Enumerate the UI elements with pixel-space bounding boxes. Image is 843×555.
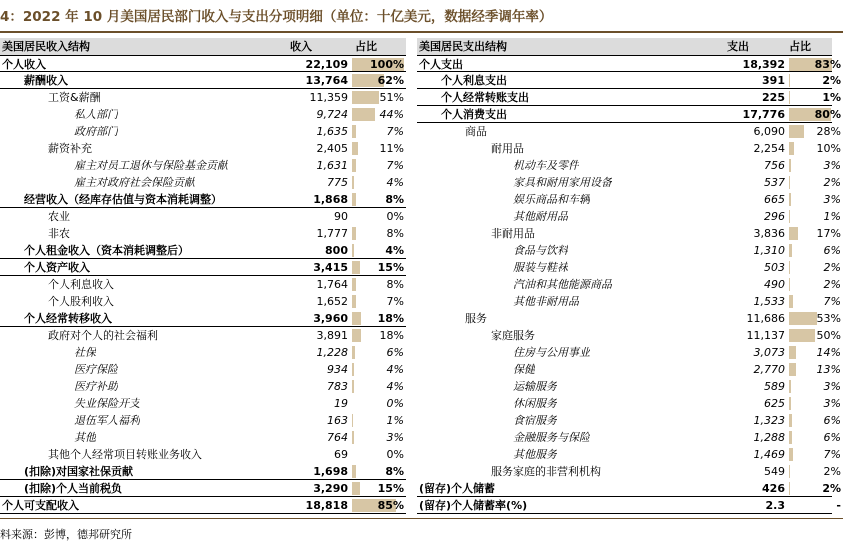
row-label: 服装与鞋袜 [513,261,568,274]
row-value: 1,635 [316,125,348,138]
table-row [0,259,406,276]
row-label: 非农 [48,227,70,240]
table-row [417,123,841,140]
income-header-value: 收入 [290,40,312,53]
row-share: 8% [385,465,404,478]
table-row [0,378,406,395]
row-value: 2,405 [316,142,348,155]
expenditure-table-header [417,38,832,55]
row-value: 22,109 [305,58,348,71]
row-share: 14% [816,346,841,359]
row-value: 934 [327,363,348,376]
row-share: 0% [386,448,404,461]
row-share: 83% [814,58,841,71]
row-share: 80% [814,108,841,121]
table-row [0,293,406,310]
row-value: 490 [764,278,785,291]
table-row [417,174,841,191]
row-value: 775 [327,176,348,189]
row-share: 6% [823,431,841,444]
row-share: 13% [816,363,841,376]
row-label: 休闲服务 [513,397,557,410]
row-value: 391 [762,74,785,87]
table-row [0,140,406,157]
row-value: 9,724 [316,108,348,121]
row-label: 金融服务与保险 [513,431,590,444]
row-value: 90 [334,210,348,223]
row-value: 537 [764,176,785,189]
row-share: 2% [823,278,841,291]
table-row [0,446,406,463]
table-row [0,123,406,140]
row-label: 退伍军人福利 [74,414,140,427]
table-row [417,140,841,157]
row-label: 服务家庭的非营利机构 [491,465,601,478]
row-share: 0% [386,210,404,223]
row-share: 2% [822,482,841,495]
row-label: 其他非耐用品 [513,295,579,308]
row-share: 28% [816,125,841,138]
expenditure-header-value: 支出 [727,40,749,53]
expenditure-header-pct: 占比 [789,40,811,53]
row-share: 2% [823,176,841,189]
row-share: 2% [823,261,841,274]
row-share: 2% [823,465,841,478]
row-share: 18% [379,329,404,342]
row-label: (留存)个人储蓄 [419,482,496,495]
row-value: 2,770 [753,363,785,376]
row-label: 个人资产收入 [24,261,90,274]
table-row [0,89,406,106]
row-share: 15% [377,261,404,274]
title-rule [0,31,843,33]
row-share: 4% [386,380,404,393]
row-value: 549 [764,465,785,478]
table-row [0,55,406,72]
row-label: 失业保险开支 [74,397,140,410]
row-share: 17% [816,227,841,240]
row-label: 政府部门 [74,125,118,138]
table-row [0,208,406,225]
row-label: 住房与公用事业 [513,346,590,359]
row-value: 426 [762,482,785,495]
row-share: 18% [377,312,404,325]
table-row [417,242,841,259]
table-row [0,395,406,412]
table-row [0,412,406,429]
row-share: 4% [386,363,404,376]
row-share: 8% [386,278,404,291]
row-share: 8% [386,227,404,240]
row-value: 2.3 [765,499,785,512]
row-value: 1,310 [753,244,785,257]
row-label: 非耐用品 [491,227,535,240]
table-row [417,429,841,446]
row-share: 1% [822,91,841,104]
row-value: 1,533 [753,295,785,308]
row-label: 薪资补充 [48,142,92,155]
row-share: 7% [823,295,841,308]
row-share: 15% [377,482,404,495]
row-label: 雇主对政府社会保险贡献 [74,176,195,189]
table-row [417,412,841,429]
row-share: 8% [385,193,404,206]
row-label: 汽油和其他能源商品 [513,278,612,291]
row-share: 44% [379,108,404,121]
row-value: 625 [764,397,785,410]
row-share: 1% [386,414,404,427]
row-value: 11,137 [746,329,785,342]
income-table-body [0,55,406,514]
table-row [417,310,841,327]
row-share: 11% [379,142,404,155]
row-label: 私人部门 [74,108,118,121]
income-header-pct: 占比 [355,40,377,53]
row-share: 3% [823,397,841,410]
row-label: 工资&薪酬 [48,91,101,104]
row-share: 51% [379,91,404,104]
row-label: 个人消费支出 [441,108,507,121]
row-value: 1,228 [316,346,348,359]
row-value: 11,686 [746,312,785,325]
expenditure-table-body [417,55,841,514]
row-share: 3% [386,431,404,444]
table-row [0,276,406,293]
row-label: 个人利息收入 [48,278,114,291]
table-row [0,225,406,242]
table-row [417,293,841,310]
row-share: 6% [823,414,841,427]
row-value: 1,764 [316,278,348,291]
row-share: 10% [816,142,841,155]
row-label: 农业 [48,210,70,223]
row-value: 2,254 [753,142,785,155]
row-label: 运输服务 [513,380,557,393]
row-share: 1% [823,210,841,223]
table-row [417,106,841,123]
row-value: 225 [762,91,785,104]
table-row [417,157,841,174]
row-label: 服务 [465,312,487,325]
table-row [417,446,841,463]
table-row [0,361,406,378]
table-row [417,208,841,225]
income-table [0,38,406,514]
table-row [0,191,406,208]
row-value: 3,960 [313,312,348,325]
row-value: 17,776 [742,108,785,121]
row-value: 11,359 [309,91,348,104]
bottom-rule [0,518,843,519]
row-label: 雇主对员工退休与保险基金贡献 [74,159,228,172]
table-row [0,310,406,327]
row-value: 1,631 [316,159,348,172]
expenditure-table [417,38,841,514]
table-row [417,480,841,497]
row-label: 食宿服务 [513,414,557,427]
row-share: 50% [816,329,841,342]
income-table-header [0,38,406,55]
row-value: 1,323 [753,414,785,427]
row-label: 个人经常转账支出 [441,91,529,104]
row-label: 保健 [513,363,535,376]
table-row [0,429,406,446]
row-value: 1,868 [313,193,348,206]
row-share: 62% [377,74,404,87]
row-label: (扣除)对国家社保贡献 [24,465,134,478]
row-label: 个人租金收入（资本消耗调整后） [24,244,189,257]
row-label: (扣除)个人当前税负 [24,482,123,495]
table-row [0,106,406,123]
row-share: 4% [386,176,404,189]
row-label: (留存)个人储蓄率(%) [419,499,528,512]
row-label: 其他服务 [513,448,557,461]
table-row [417,497,841,514]
row-share: 100% [370,58,404,71]
row-share: 7% [386,125,404,138]
row-share: 7% [823,448,841,461]
table-row [417,191,841,208]
row-share: 2% [822,74,841,87]
row-share: 7% [386,159,404,172]
row-share: - [836,499,841,512]
row-value: 69 [334,448,348,461]
table-row [417,225,841,242]
table-row [417,89,841,106]
row-label: 社保 [74,346,96,359]
row-value: 503 [764,261,785,274]
table-row [0,157,406,174]
table-row [417,463,841,480]
row-label: 个人利息支出 [441,74,507,87]
row-label: 个人可支配收入 [2,499,79,512]
row-value: 756 [764,159,785,172]
row-value: 1,469 [753,448,785,461]
row-value: 1,698 [313,465,348,478]
row-label: 家具和耐用家用设备 [513,176,612,189]
row-label: 其他个人经常项目转账业务收入 [48,448,202,461]
row-value: 3,891 [316,329,348,342]
table-row [417,344,841,361]
row-label: 其他耐用品 [513,210,568,223]
row-label: 家庭服务 [491,329,535,342]
row-label: 个人股利收入 [48,295,114,308]
row-label: 商品 [465,125,487,138]
table-row [0,480,406,497]
table-row [0,174,406,191]
row-label: 个人收入 [2,58,46,71]
table-row [0,242,406,259]
table-row [0,344,406,361]
table-row [0,72,406,89]
row-value: 1,652 [316,295,348,308]
table-row [417,395,841,412]
row-share: 3% [823,159,841,172]
row-share: 7% [386,295,404,308]
row-value: 19 [334,397,348,410]
row-label: 娱乐商品和车辆 [513,193,590,206]
table-title: 4：2022 年 10 月美国居民部门收入与支出分项明细（单位：十亿美元，数据经季调年率） [0,9,553,25]
table-row [417,259,841,276]
row-value: 18,392 [742,58,785,71]
row-share: 0% [386,397,404,410]
row-share: 3% [823,380,841,393]
row-share: 6% [823,244,841,257]
expenditure-header-label: 美国居民支出结构 [419,40,507,53]
row-label: 其他 [74,431,96,444]
row-share: 4% [385,244,404,257]
source-note: 料来源：彭博，德邦研究所 [0,528,132,541]
row-value: 3,836 [753,227,785,240]
row-label: 经营收入（经库存估值与资本消耗调整） [24,193,222,206]
table-row [417,276,841,293]
table-row [417,72,841,89]
row-value: 665 [764,193,785,206]
row-label: 医疗补助 [74,380,118,393]
row-label: 机动车及零件 [513,159,579,172]
row-value: 764 [327,431,348,444]
table-row [0,327,406,344]
row-value: 296 [764,210,785,223]
table-row [0,497,406,514]
row-value: 1,288 [753,431,785,444]
row-label: 薪酬收入 [24,74,68,87]
row-label: 食品与饮料 [513,244,568,257]
table-row [417,327,841,344]
row-value: 163 [327,414,348,427]
row-label: 个人经常转移收入 [24,312,112,325]
row-share: 6% [386,346,404,359]
row-value: 13,764 [305,74,348,87]
row-share: 3% [823,193,841,206]
table-row [417,55,841,72]
table-row [417,378,841,395]
income-header-label: 美国居民收入结构 [2,40,90,53]
row-share: 53% [816,312,841,325]
row-label: 个人支出 [419,58,463,71]
row-value: 18,818 [305,499,348,512]
row-value: 1,777 [316,227,348,240]
row-value: 3,415 [313,261,348,274]
row-value: 3,073 [753,346,785,359]
row-label: 政府对个人的社会福利 [48,329,158,342]
row-label: 医疗保险 [74,363,118,376]
row-value: 783 [327,380,348,393]
row-value: 589 [764,380,785,393]
row-value: 3,290 [313,482,348,495]
row-value: 800 [325,244,348,257]
row-share: 85% [377,499,404,512]
table-row [417,361,841,378]
row-value: 6,090 [753,125,785,138]
table-row [0,463,406,480]
row-label: 耐用品 [491,142,524,155]
